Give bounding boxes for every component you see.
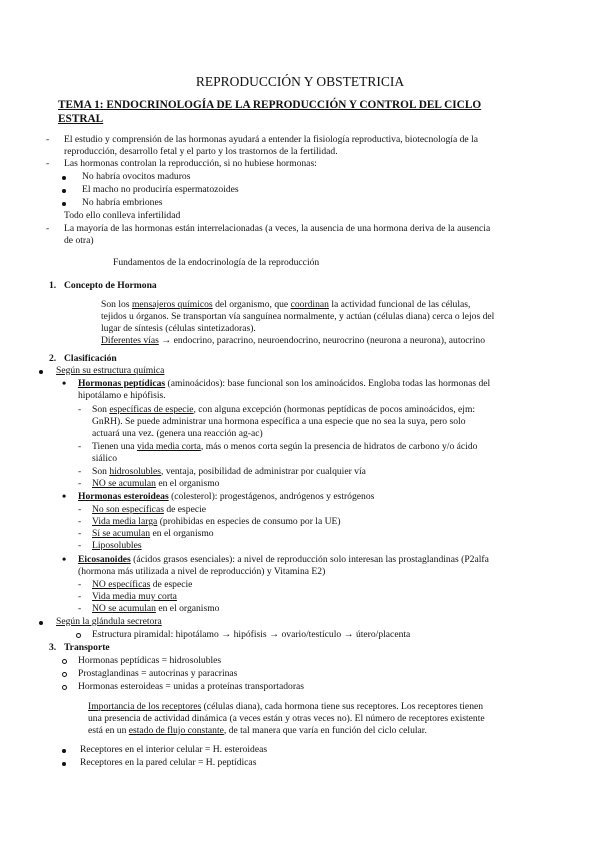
dash-marker: - <box>78 441 82 452</box>
dash-marker: - <box>78 516 82 527</box>
section-1-heading: Concepto de Hormona <box>64 280 157 291</box>
intro-p1-line2: reproducción, desarrollo fetal y el parto y los trastornos de la fertilidad. <box>64 146 338 157</box>
bullet-square: • <box>62 376 67 390</box>
intro-p3: Todo ello conlleva infertilidad <box>64 210 181 221</box>
peptidicas-item4: NO se acumulan en el organismo <box>92 478 220 489</box>
estructura-label: Según su estructura química <box>56 365 165 376</box>
dash-marker: - <box>78 528 82 539</box>
bullet-dot <box>39 370 43 374</box>
dash-marker: - <box>78 466 82 477</box>
transporte-item2: Prostaglandinas = autocrinas y paracrinas <box>78 668 238 679</box>
eicosanoides-item2: Vida media muy corta <box>92 591 177 602</box>
dash-marker: - <box>78 478 82 489</box>
bullet-ring <box>62 672 67 677</box>
dash-marker: - <box>46 158 50 169</box>
dash-marker: - <box>78 591 82 602</box>
esteroideas-item3: Sí se acumulan en el organismo <box>92 528 214 539</box>
esteroideas-line: Hormonas esteroideas (colesterol): progestágenos, andrógenos y estrógenos <box>78 491 375 502</box>
receptores-item2: Receptores en la pared celular = H. peptídicas <box>80 757 257 768</box>
piramide-line: Estructura piramidal: hipotálamo → hipófisis → ovario/testículo → útero/placenta <box>92 629 411 640</box>
receptores-p-line3: está en un estado de flujo constante, de tal manera que varía en función del ciclo celular. <box>88 725 427 736</box>
bullet-dot <box>62 762 66 766</box>
document-title: REPRODUCCIÓN Y OBSTETRICIA <box>195 74 405 89</box>
section-3-number: 3. <box>49 642 57 653</box>
arrow-right-icon: → <box>343 629 354 640</box>
intro-bullet-2: El macho no produciría espermatozoides <box>82 184 239 195</box>
eicosanoides-item1: NO específicas de especie <box>92 579 193 590</box>
arrow-right-icon: → <box>161 335 172 346</box>
dash-marker: - <box>78 579 82 590</box>
bullet-square: • <box>62 552 67 566</box>
s1-line4: Diferentes vías → endocrino, paracrino, neuroendocrino, neurocrino (neurona a neurona), autocrino <box>101 335 486 346</box>
peptidicas-item1-line2: GnRH). Se puede administrar una hormona específica a una especie que no sea la suya, pero solo <box>92 416 466 427</box>
peptidicas-item1-line3: actuará una vez. (genera una reacción ag-ac) <box>92 428 263 439</box>
glandula-label: Según la glándula secretora <box>56 616 162 627</box>
bullet-ring <box>76 633 81 638</box>
esteroideas-item1: No son específicas de especie <box>92 504 207 515</box>
esteroideas-item4: Liposolubles <box>92 540 142 551</box>
bullet-square: • <box>62 489 67 503</box>
arrow-right-icon: → <box>269 629 280 640</box>
receptores-p-line2: una presencia de actividad dinámica (a veces están y otras veces no). El número de receptores existente <box>88 713 485 724</box>
dash-marker: - <box>78 504 82 515</box>
dash-marker: - <box>46 134 50 145</box>
topic-heading-line1: TEMA 1: ENDOCRINOLOGÍA DE LA REPRODUCCIÓN Y CONTROL DEL CICLO <box>58 99 482 111</box>
arrow-right-icon: → <box>221 629 232 640</box>
section-2-number: 2. <box>49 353 57 364</box>
section-3-heading: Transporte <box>64 642 110 653</box>
fundamentos-subtitle: Fundamentos de la endocrinología de la reproducción <box>113 257 320 268</box>
transporte-item1: Hormonas peptídicas = hidrosolubles <box>78 655 222 666</box>
bullet-dot <box>62 749 66 753</box>
intro-p2: Las hormonas controlan la reproducción, si no hubiese hormonas: <box>64 158 317 169</box>
bullet-dot <box>62 202 66 206</box>
dash-marker: - <box>78 540 82 551</box>
bullet-dot <box>39 621 43 625</box>
bullet-ring <box>62 685 67 690</box>
intro-p4-line2: de otra) <box>64 235 94 246</box>
s1-line1: Son los mensajeros químicos del organismo, que coordinan la actividad funcional de las células, <box>101 299 471 310</box>
peptidicas-item2-line1: Tienen una vida media corta, más o menos corta según la presencia de hidratos de carbono y/o ácido <box>92 441 478 452</box>
transporte-item3: Hormonas esteroideas = unidas a proteínas transportadoras <box>78 681 305 692</box>
topic-heading-line2: ESTRAL <box>58 113 104 125</box>
bullet-ring <box>62 659 67 664</box>
section-2-heading: Clasificación <box>64 353 117 364</box>
eicosanoides-line2: (hormona más utilizada a nivel de reproducción) y Vitamina E2) <box>78 566 326 577</box>
intro-bullet-3: No habría embriones <box>82 197 163 208</box>
intro-bullet-1: No habría ovocitos maduros <box>82 171 191 182</box>
intro-p1-line1: El estudio y comprensión de las hormonas ayudará a entender la fisiología reproductiva, biotecnología de la <box>64 134 478 145</box>
peptidicas-item3: Son hidrosolubles, ventaja, posibilidad de administrar por cualquier vía <box>92 466 366 477</box>
peptidicas-item2-line2: siálico <box>92 453 118 464</box>
dash-marker: - <box>78 603 82 614</box>
section-1-number: 1. <box>49 280 57 291</box>
esteroideas-item2: Vida media larga (prohibidas en especies de consumo por la UE) <box>92 516 341 527</box>
receptores-p-line1: Importancia de los receptores (células diana), cada hormona tiene sus receptores. Los receptores tienen <box>88 701 484 712</box>
s1-line3: lugar de síntesis (células sintetizadoras). <box>101 323 256 334</box>
s1-line2: tejidos u órganos. Se transportan vía sanguínea normalmente, y actúan (células diana) cerca o lejos del <box>101 311 495 322</box>
eicosanoides-item3: NO se acumulan en el organismo <box>92 603 220 614</box>
intro-p4-line1: La mayoría de las hormonas están interrelacionadas (a veces, la ausencia de una hormona deriva de la ausencia <box>64 223 491 234</box>
receptores-item1: Receptores en el interior celular = H. esteroideas <box>80 744 268 755</box>
peptidicas-line1: Hormonas peptídicas (aminoácidos): base funcional son los aminoácidos. Engloba todas las hormonas del <box>78 378 491 389</box>
dash-marker: - <box>46 223 50 234</box>
dash-marker: - <box>78 404 82 415</box>
peptidicas-line2: hipotálamo e hipófisis. <box>78 390 166 401</box>
bullet-dot <box>62 176 66 180</box>
eicosanoides-line1: Eicosanoides (ácidos grasos esenciales): a nivel de reproducción solo interesan las prostaglandinas (P2alfa <box>78 554 489 565</box>
bullet-dot <box>62 189 66 193</box>
peptidicas-item1-line1: Son específicas de especie, con alguna excepción (hormonas peptídicas de pocos aminoácidos, ejm: <box>92 404 476 415</box>
